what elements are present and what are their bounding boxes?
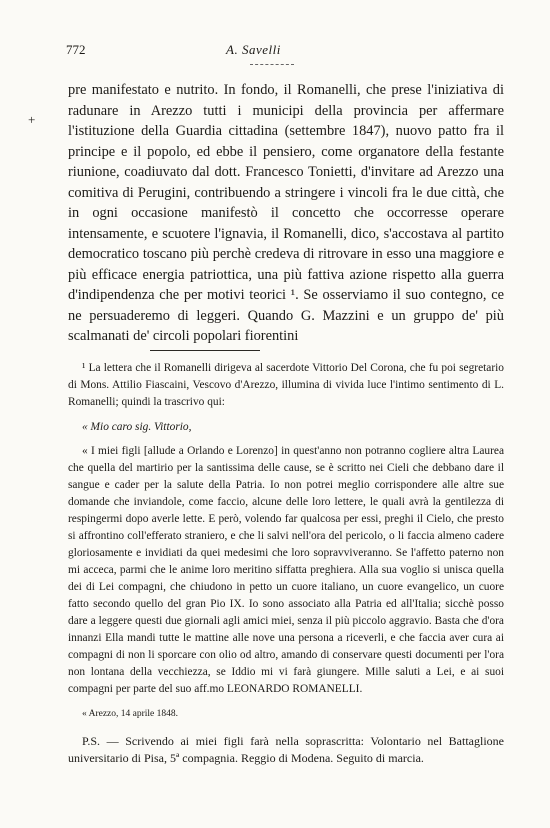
letter-body: « I miei figli [allude a Orlando e Lorenzo] in quest'anno non potranno cogliere altra Laurea che quella del martirio per la santissima delle cause, se è scritto nei Cieli che debbano dare il sangue e cader per la salute della Patria. Io non potrei meglio corrispondere alle altre sue domande che inviandole, come faccio, alcune delle loro lettere, le quali avrà la gentilezza di respingermi dopo averle lette. E però, volendo far qualcosa per essi, preghi il Cielo, che presto si affrontino coll'efferato straniero, e che li salvi nell'ora del pericolo, o li faccia almeno cadere gloriosamente e invidiati da quei medesimi che loro sopravviveranno. Se l'affetto paterno non mi acceca, parmi che le anime loro meritino siffatta preghiera. Alla sua voglio si unisca quella dei di Lei compagni, che chiudono in petto un cuore italiano, un cuore evangelico, un cuore fatto secondo quello del gran Pio IX. Io sono associato alla Patria ed all'Italia; sicchè posso dare a leggere questi due giornali agli amici miei, senza il più piccolo aggravio. Basta che d'ora innanzi Ella mandi tutte le mattine alle nove una persona a riceverli, e che faccia aver cura ai compagni di non li sporcare con olio od altro, amando di conservare questi documenti per l'ora non lontana della vecchiezza, se Iddio mi vi farà giungere. Mille saluti a Lei, e ai suoi compagni per parte del suo aff.mo LEONARDO ROMANELLI. (68, 445, 504, 695)
running-head: A. Savelli (226, 42, 281, 57)
page-number: 772 (66, 42, 86, 57)
page-header (0, 42, 550, 62)
letter-date: « Arezzo, 14 aprile 1848. (82, 709, 179, 719)
footnote-intro: ¹ La lettera che il Romanelli dirigeva al sacerdote Vittorio Del Corona, che fu poi segretario di Mons. Attilio Fiascaini, Vescovo d'Arezzo, illumina di vivida luce l'intimo sentimento di L. Romanelli; quindi la trascrivo qui: (68, 362, 504, 408)
main-text (68, 80, 504, 347)
body-paragraph: pre manifestato e nutrito. In fondo, il Romanelli, che prese l'iniziativa di radunare in Arezzo tutti i municipi della provincia per affermare l'istituzione della Guardia cittadina (settembre 1847), nuovo patto fra il principe e il popolo, ed ebbe il pensiero, come organatore della festante riunione, coadiuvato dal dott. Francesco Tonietti, d'invitare ad Arezzo una comitiva di Perugini, contribuendo a stringere i vincoli fra le due città, che in ogni occasione manifestò il concetto che occorresse operare intensamente, e scuotere l'ignavia, il Romanelli, dico, s'accostava al partito democratico toscano più perchè credeva di ritrovare in esso una maggiore e più efficace energia patriottica, una più fattiva azione rispetto alla guerra d'indipendenza che per motivi teorici ¹. Se osserviamo il suo contegno, ce ne persuaderemo di leggeri. Quando G. Mazzini e un gruppo de' più scalmanati de' circoli popolari fiorentini (68, 82, 504, 344)
running-head-rule (250, 64, 294, 65)
footnote-separator (150, 350, 260, 351)
margin-note: + (28, 112, 36, 127)
footnote-block (68, 360, 504, 767)
postscript: P.S. — Scrivendo ai miei figli farà nella soprascritta: Volontario nel Battaglione universitario di Pisa, 5ª compagnia. Reggio di Modena. Seguito di marcia. (68, 734, 504, 765)
letter-salutation: « Mio caro sig. Vittorio, (82, 421, 192, 433)
